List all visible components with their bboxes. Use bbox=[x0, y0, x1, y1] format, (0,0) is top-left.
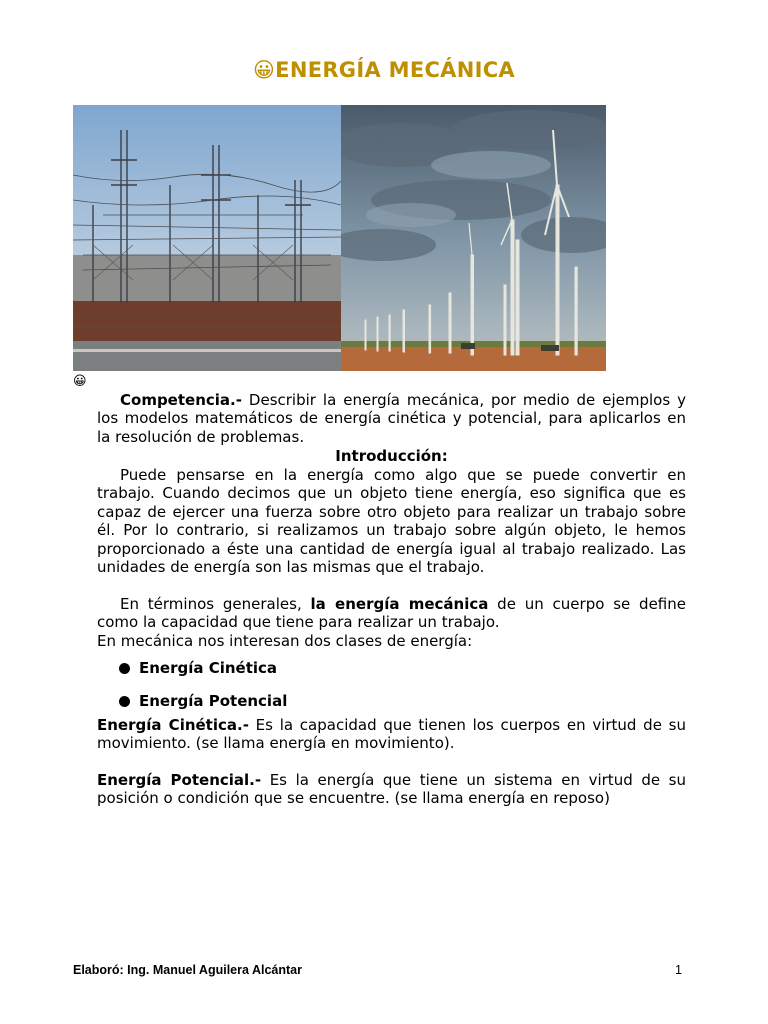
cinetica-label: Energía Cinética.- bbox=[97, 716, 249, 734]
intro-p2-before: En términos generales, bbox=[120, 595, 311, 613]
intro-p2-after: de un cuerpo se define como la capacidad que tiene para realizar un trabajo. bbox=[97, 595, 686, 632]
cinetica-text: Es la capacidad que tienen los cuerpos en virtud de su movimiento. (se llama energía en movimiento). bbox=[97, 716, 686, 753]
bullet-item-cinetica bbox=[119, 659, 277, 677]
bullet-label: Energía Cinética bbox=[139, 659, 278, 677]
competencia-label: Competencia.- bbox=[120, 391, 242, 409]
potencial-text: Es la energía que tiene un sistema en virtud de su posición o condición que se encuentre. (se llama energía en reposo) bbox=[97, 771, 686, 808]
page-footer bbox=[73, 963, 682, 977]
substation-photo bbox=[73, 105, 341, 371]
wind-turbines-photo bbox=[341, 105, 606, 371]
cinetica-definition bbox=[97, 716, 686, 753]
page-title: 😀ENERGÍA MECÁNICA bbox=[252, 58, 515, 82]
bullet-dot-icon bbox=[119, 663, 130, 674]
header-photos bbox=[73, 105, 606, 371]
page-number: 1 bbox=[675, 963, 682, 977]
symbol-line: 😀 bbox=[73, 374, 87, 389]
bullet-dot-icon bbox=[119, 696, 130, 707]
potencial-label: Energía Potencial.- bbox=[97, 771, 262, 789]
competencia-text: Describir la energía mecánica, por medio de ejemplos y los modelos matemáticos de energía cinética y potencial, para aplicarlos en la resolución de problemas. bbox=[97, 391, 686, 446]
intro-heading: Introducción: bbox=[335, 447, 448, 465]
potencial-definition bbox=[97, 771, 686, 808]
intro-paragraph-1 bbox=[97, 466, 686, 576]
intro-paragraph-2 bbox=[97, 595, 686, 632]
bullet-label: Energía Potencial bbox=[139, 692, 288, 710]
intro-p1-text: Puede pensarse en la energía como algo que se puede convertir en trabajo. Cuando decimos que un objeto tiene energía, eso significa que es capaz de ejercer una fuerza sobre otro objeto para realizar un trabajo sobre él. Por lo contrario, si realizamos un trabajo sobre algún objeto, le hemos proporcionado a éste una cantidad de energía igual al trabajo realizado. Las unidades de energía son las mismas que el trabajo. bbox=[97, 466, 686, 577]
bullet-item-potencial bbox=[119, 692, 287, 710]
intro-paragraph-3: En mecánica nos interesan dos clases de energía: bbox=[97, 632, 473, 650]
intro-p2-bold: la energía mecánica bbox=[310, 595, 489, 613]
footer-author: Elaboró: Ing. Manuel Aguilera Alcántar bbox=[73, 963, 302, 977]
competencia-paragraph bbox=[97, 391, 686, 446]
